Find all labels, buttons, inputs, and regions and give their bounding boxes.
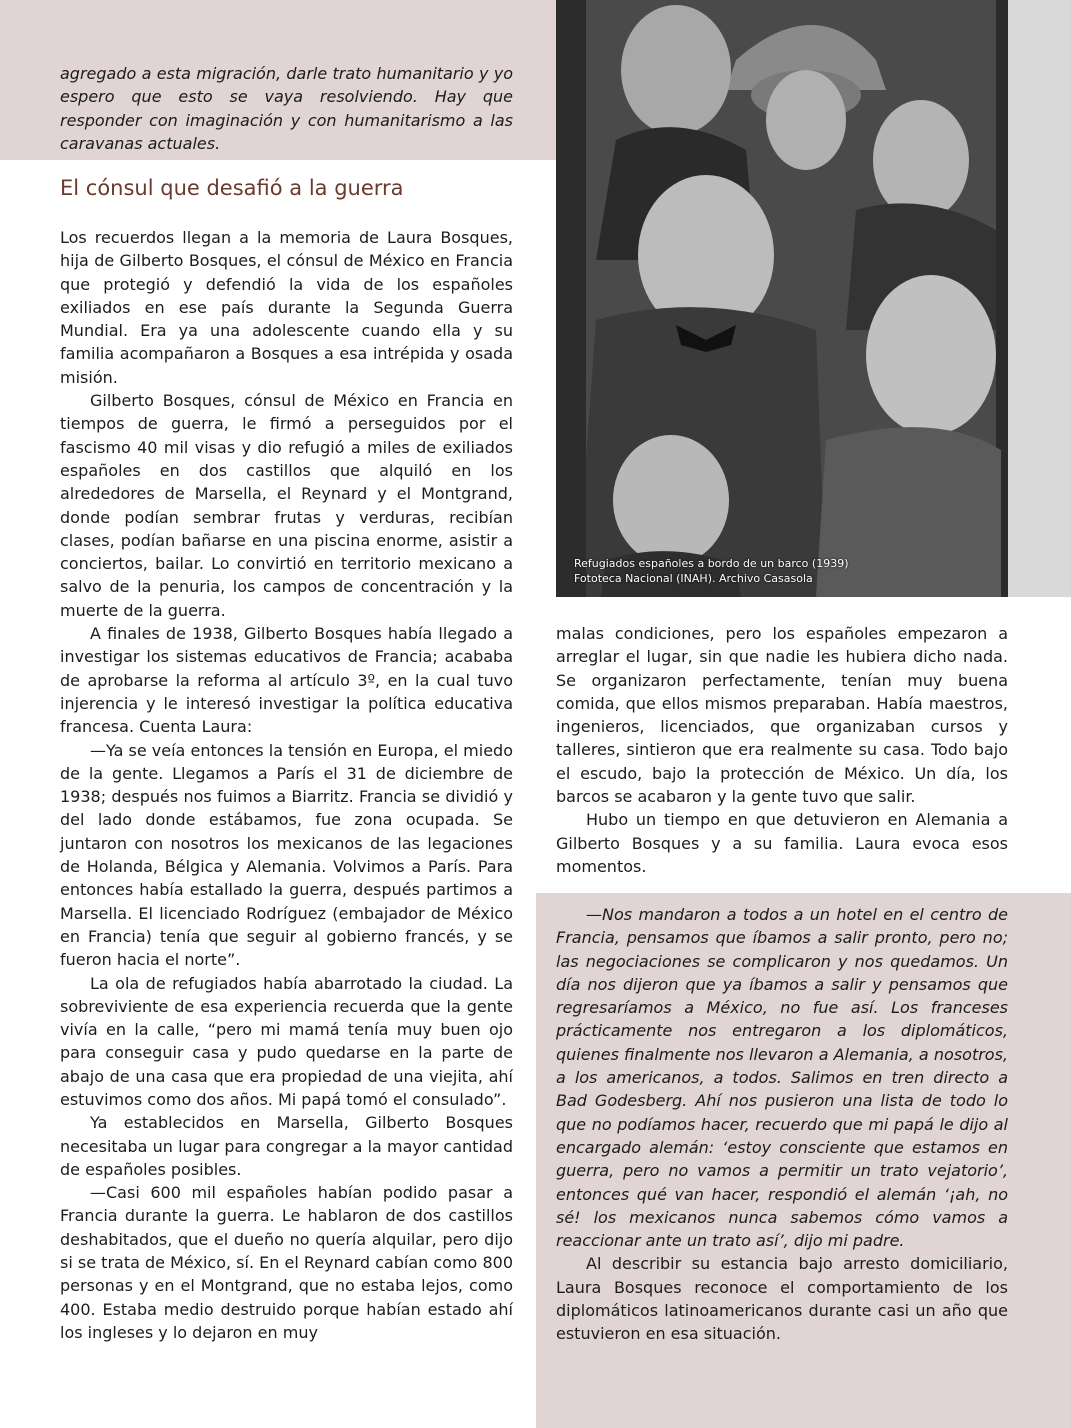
paragraph: —Ya se veía entonces la tensión en Europa, el miedo de la gente. Llegamos a París el 31 de diciembre de 1938; después nos fuimos a Biarritz. Francia se dividió y del lado donde estábamos, fue zona ocupada. Se juntaron con nosotros los mexicanos de las legaciones de Holanda, Bélgica y Alemania. Volvimos a París. Para entonces había estallado la guerra, después partimos a Marsella. El licenciado Rodríguez (embajador de México en Francia) tenía que seguir al gobierno francés, y se fueron hacia el norte”. bbox=[60, 740, 513, 970]
closing-paragraph: Al describir su estancia bajo arresto domiciliario, Laura Bosques reconoce el comportamiento de los diplomáticos latinoamericanos durante casi un año que estuvieron en esa situación. bbox=[556, 1254, 1008, 1344]
paragraph: A finales de 1938, Gilberto Bosques había llegado a investigar los sistemas educativos de Francia; acababa de aprobarse la reforma al artículo 3º, en la cual tuvo injerencia y le interesó investigar la política educativa francesa. Cuenta Laura: bbox=[60, 624, 513, 737]
paragraph: Gilberto Bosques, cónsul de México en Francia en tiempos de guerra, le firmó a perseguidos por el fascismo 40 mil visas y dio refugió a miles de exiliados españoles en dos castillos que alquiló en los alrededores de Marsella, el Reynard y el Montgrand, donde podían sembrar frutas y verduras, recibían clases, podían bañarse en una piscina enorme, asistir a conciertos, bailar. Lo convirtió en territorio mexicano a salvo de la penuria, los campos de concentración y la muerte de la guerra. bbox=[60, 391, 513, 620]
paragraph: —Casi 600 mil españoles habían podido pasar a Francia durante la guerra. Le hablaron de dos castillos deshabitados, que el dueño no quería alquilar, pero dijo si se trata de México, sí. En el Reynard cabían como 800 personas y en el Montgrand, que no estaba lejos, como 400. Estaba medio destruido porque habían estado ahí los ingleses y lo dejaron en muy bbox=[60, 1183, 513, 1342]
photo-caption bbox=[574, 557, 848, 586]
caption-credit: Fototeca Nacional (INAH). Archivo Casasola bbox=[574, 571, 813, 585]
caption-line: Refugiados españoles a bordo de un barco (1939) bbox=[574, 557, 849, 570]
paragraph: Hubo un tiempo en que detuvieron en Alemania a Gilberto Bosques y a su familia. Laura evoca esos momentos. bbox=[556, 810, 1008, 876]
paragraph: malas condiciones, pero los españoles empezaron a arreglar el lugar, sin que nadie les hubiera dicho nada. Se organizaron perfectamente, tenían muy buena comida, que ellos mismos preparaban. Había maestros, ingenieros, licenciados, que organizaban cursos y talleres, sintieron que era realmente su casa. Todo bajo el escudo, bajo la protección de México. Un día, los barcos se acabaron y la gente tuvo que salir. bbox=[556, 624, 1008, 807]
section-heading: El cónsul que desafió a la guerra bbox=[60, 176, 404, 200]
right-column bbox=[556, 622, 1008, 878]
paragraph: La ola de refugiados había abarrotado la ciudad. La sobreviviente de esa experiencia recuerda que la gente vivía en la calle, “pero mi mamá tenía muy buen ojo para conseguir casa y pudo quedarse en la parte de abajo de una casa que era propiedad de una viejita, ahí estuvimos como dos años. Mi papá tomó el consulado”. bbox=[60, 973, 513, 1109]
quote-paragraph: —Nos mandaron a todos a un hotel en el centro de Francia, pensamos que íbamos a salir pronto, pero no; las negociaciones se complicaron y nos quedamos. Un día nos dijeron que ya íbamos a salir y pensamos que regresaríamos a México, no fue así. Los franceses prácticamente nos entregaron a los diplomáticos, quienes finalmente nos llevaron a Alemania, a nosotros, a los americanos, a todos. Salimos en tren directo a Bad Godesberg. Ahí nos pusieron una lista de todo lo que no podíamos hacer, recuerdo que mi papá le dijo al encargado alemán: ‘estoy consciente que estamos en guerra, pero no vamos a permitir un trato vejatorio’, entonces qué van hacer, respondió el alemán ‘¡ah, no sé! los mexicanos nunca sabemos cómo vamos a reaccionar ante un trato así’, dijo mi padre. bbox=[556, 905, 1008, 1251]
paragraph: Ya establecidos en Marsella, Gilberto Bosques necesitaba un lugar para congregar a la mayor cantidad de españoles posibles. bbox=[60, 1113, 513, 1179]
top-quote-text: agregado a esta migración, darle trato humanitario y yo espero que esto se vaya resolviendo. Hay que responder con imaginación y con humanitarismo a las caravanas actuales. bbox=[60, 64, 513, 153]
paragraph: Los recuerdos llegan a la memoria de Laura Bosques, hija de Gilberto Bosques, el cónsul de México en Francia que protegió y defendió la vida de los españoles exiliados en ese país durante la Segunda Guerra Mundial. Era ya una adolescente cuando ella y su familia acompañaron a Bosques a esa intrépida y osada misión. bbox=[60, 228, 513, 387]
historical-photo bbox=[556, 0, 1071, 597]
left-column bbox=[60, 226, 513, 1344]
bottom-quote bbox=[556, 903, 1008, 1346]
photo-illustration bbox=[556, 0, 1071, 597]
